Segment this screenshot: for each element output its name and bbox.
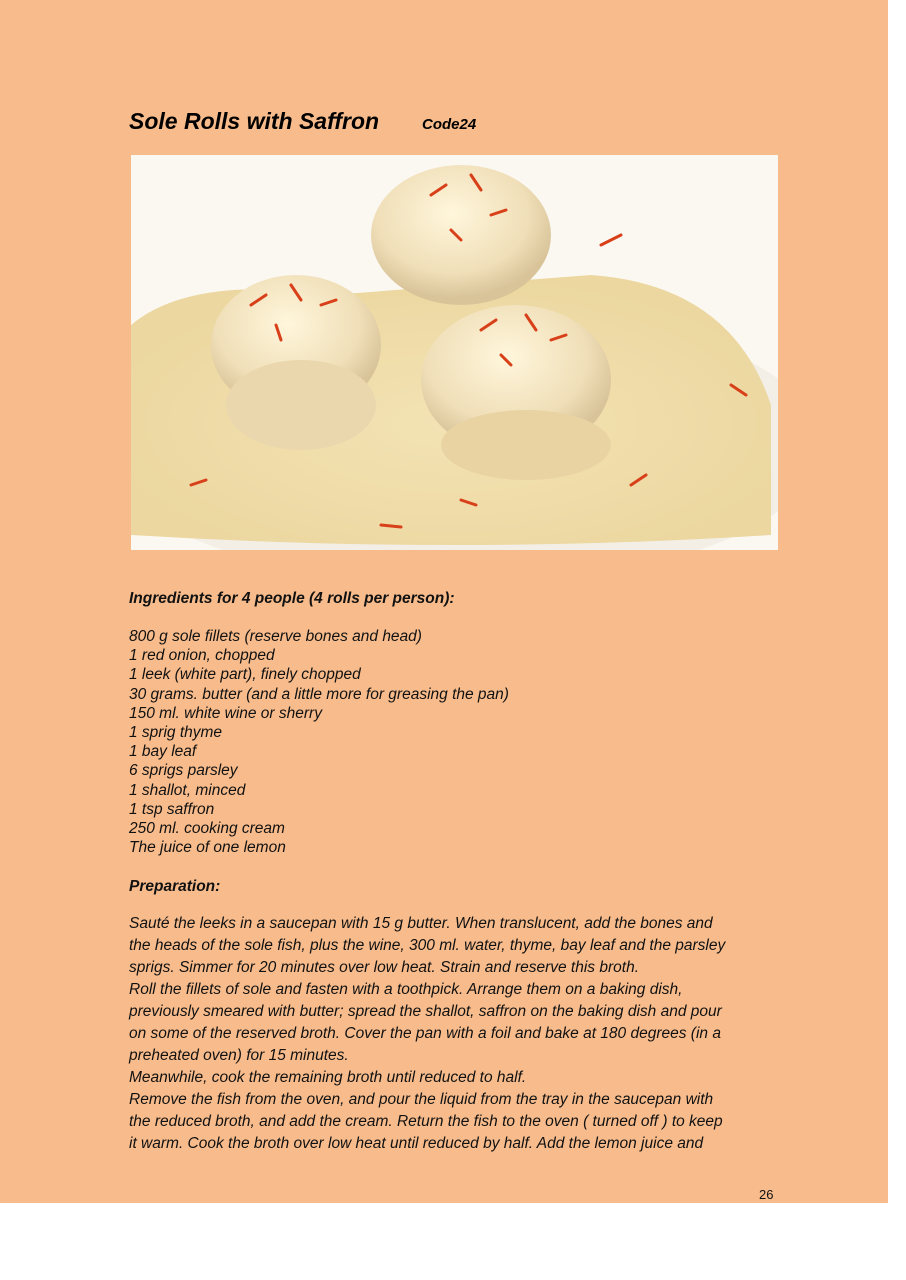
ingredient-item: 1 leek (white part), finely chopped (129, 666, 361, 684)
ingredient-item: 1 red onion, chopped (129, 647, 275, 665)
preparation-line: previously smeared with butter; spread the shallot, saffron on the baking dish and pour (129, 1003, 722, 1020)
ingredient-item: The juice of one lemon (129, 839, 286, 857)
preparation-line: it warm. Cook the broth over low heat until reduced by half. Add the lemon juice and (129, 1135, 704, 1152)
ingredients-heading: Ingredients for 4 people (4 rolls per person): (129, 590, 455, 607)
ingredient-item: 800 g sole fillets (reserve bones and head) (129, 628, 422, 645)
preparation-heading: Preparation: (129, 878, 221, 895)
ingredient-item: 30 grams. butter (and a little more for greasing the pan) (129, 685, 509, 703)
ingredient-item: 1 shallot, minced (129, 781, 246, 799)
preparation-line: on some of the reserved broth. Cover the pan with a foil and bake at 180 degrees (in a (129, 1025, 721, 1042)
page-number: 26 (759, 1187, 774, 1202)
ingredient-item: 1 tsp saffron (129, 800, 215, 818)
recipe-photo (131, 155, 778, 550)
preparation-line: Remove the fish from the oven, and pour the liquid from the tray in the saucepan with (129, 1091, 714, 1108)
preparation-text (129, 913, 725, 1155)
preparation-line: the reduced broth, and add the cream. Return the fish to the oven ( turned off ) to keep (129, 1113, 723, 1130)
ingredient-item: 6 sprigs parsley (129, 762, 238, 780)
recipe-code: Code24 (422, 116, 477, 133)
ingredient-item: 150 ml. white wine or sherry (129, 704, 322, 722)
ingredients-list (129, 627, 509, 857)
preparation-line: sprigs. Simmer for 20 minutes over low heat. Strain and reserve this broth. (129, 959, 639, 976)
preparation-line: Sauté the leeks in a saucepan with 15 g butter. When translucent, add the bones and (129, 915, 713, 932)
preparation-line: Meanwhile, cook the remaining broth until reduced to half. (129, 1069, 527, 1086)
ingredient-item: 1 sprig thyme (129, 724, 223, 742)
preparation-line: the heads of the sole fish, plus the wine, 300 ml. water, thyme, bay leaf and the parsley (129, 937, 726, 954)
ingredient-item: 250 ml. cooking cream (129, 820, 285, 838)
preparation-line: preheated oven) for 15 minutes. (129, 1047, 349, 1064)
recipe-title: Sole Rolls with Saffron (129, 108, 380, 134)
preparation-line: Roll the fillets of sole and fasten with a toothpick. Arrange them on a baking dish, (129, 981, 683, 998)
ingredient-item: 1 bay leaf (129, 743, 197, 761)
